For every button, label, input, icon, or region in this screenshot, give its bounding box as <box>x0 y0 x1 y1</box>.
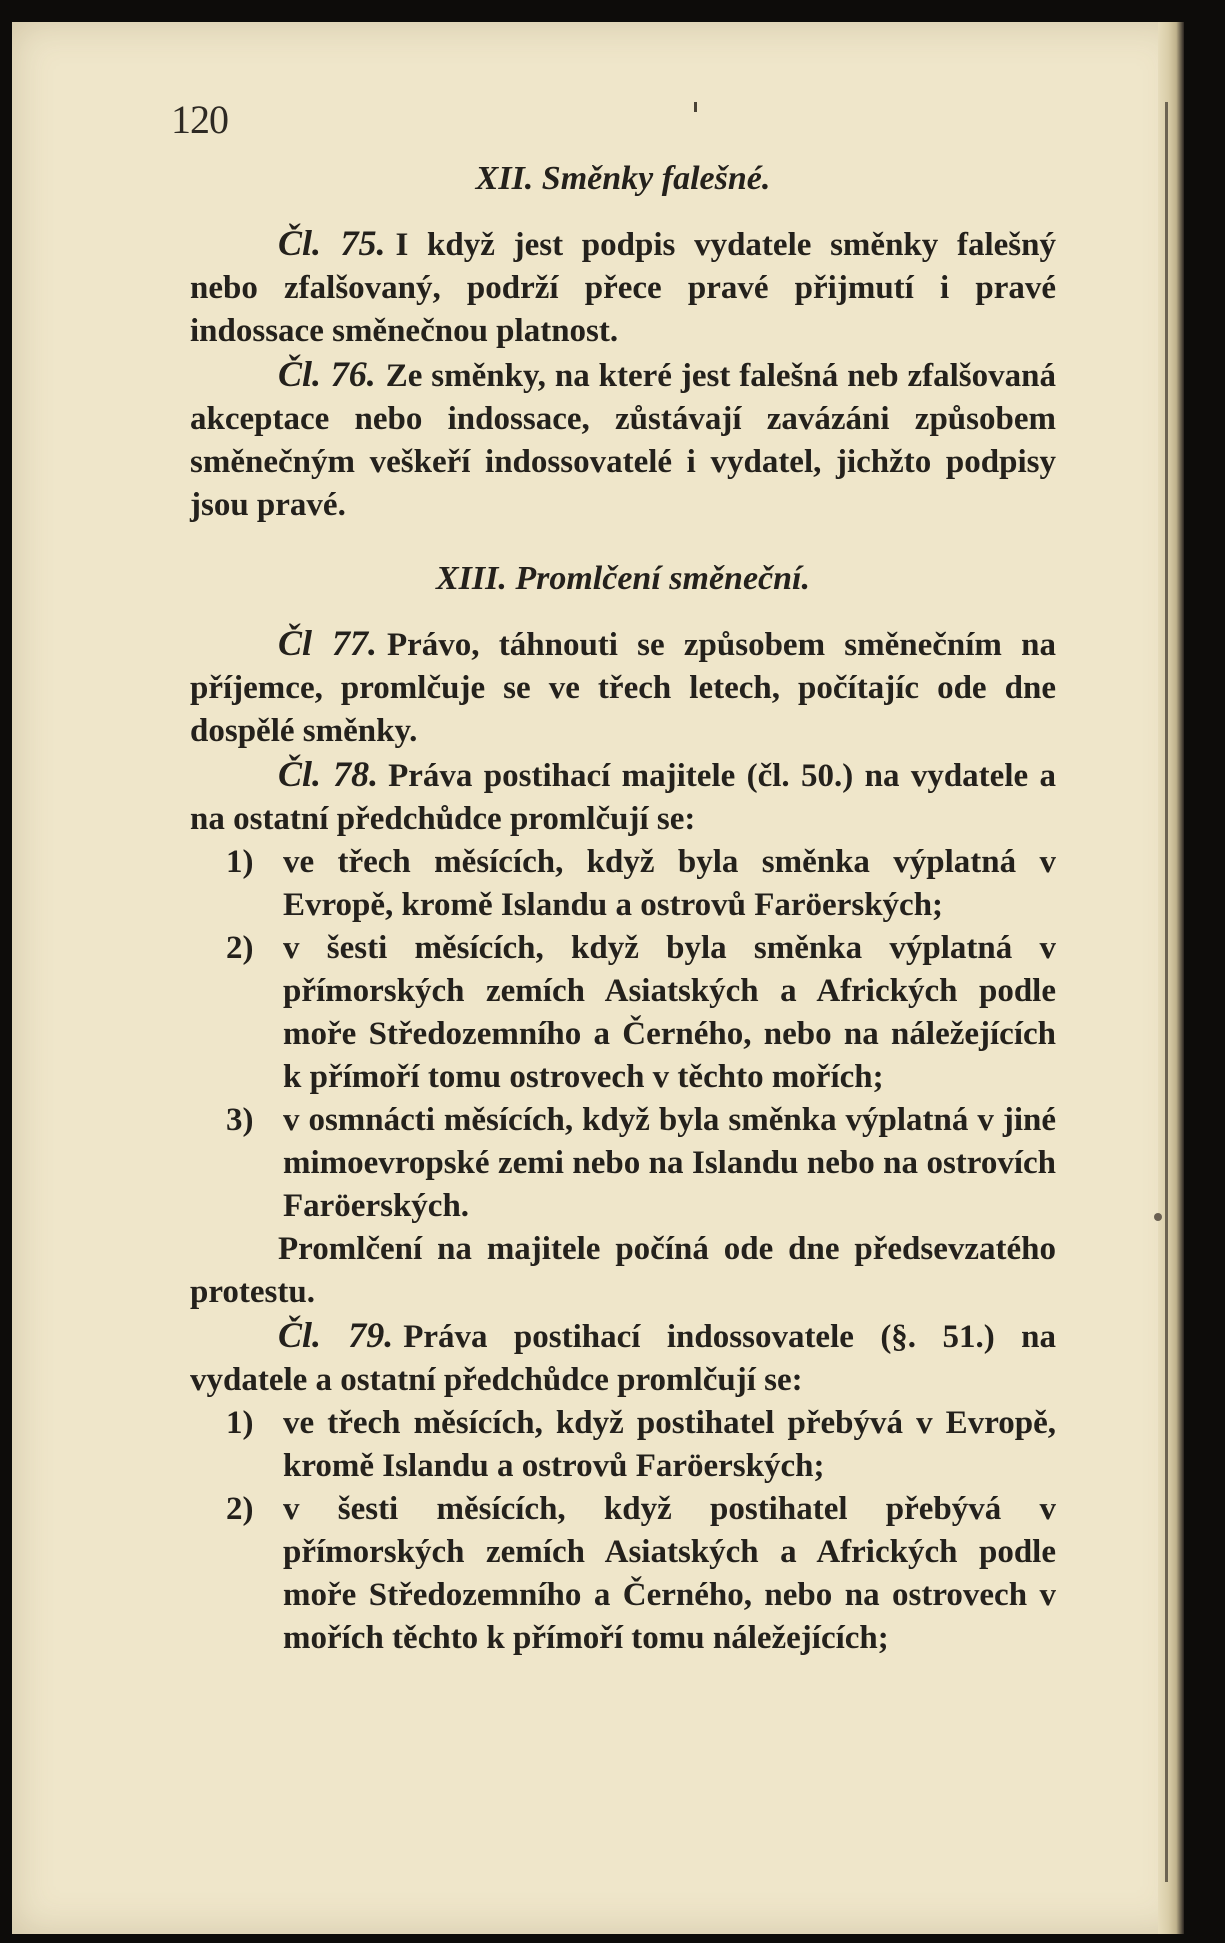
article-78-closing: Promlčení na majitele počíná ode dne předsevzatého protestu. <box>190 1231 1056 1310</box>
item-text: v šesti měsících, když byla směnka výplatná v přímorských zemích Asiatských a Afrických podle moře Středozemního a Černého, nebo na náležejících k přímoří tomu ostrovech v těchto mořích; <box>283 930 1056 1095</box>
list-item <box>190 927 1056 1099</box>
item-number: 3) <box>226 1102 254 1138</box>
article-label: Čl. 75. <box>278 223 386 263</box>
article-text: Práva postihací majitele (čl. 50.) na vydatele a na ostatní předchůdce promlčují se: <box>190 758 1056 837</box>
item-text: ve třech měsících, když postihatel přebývá v Evropě, kromě Islandu a ostrovů Faröerských; <box>283 1405 1056 1484</box>
item-number: 1) <box>226 844 254 880</box>
section-xiii-body <box>190 622 1056 1660</box>
item-number: 1) <box>226 1405 254 1441</box>
item-number: 2) <box>226 1491 254 1527</box>
list-item <box>190 841 1056 927</box>
item-text: v šesti měsících, když postihatel přebývá v přímorských zemích Asiatských a Afrických podle moře Středozemního a Černého, nebo na ostrovech v mořích těchto k přímoří tomu náležejících; <box>283 1491 1056 1656</box>
article-text: I když jest podpis vydatele směnky falešný nebo zfalšovaný, podrží přece pravé přijmutí i pravé indossace směnečnou platnost. <box>190 227 1056 349</box>
print-mark <box>694 102 697 112</box>
article-text: Ze směnky, na které jest falešná neb zfalšovaná akceptace nebo indossace, zůstávají zavázáni způsobem směnečným veškeří indossovatelé i vydatel, jichžto podpisy jsou pravé. <box>190 358 1056 523</box>
article-text: Práva postihací indossovatele (§. 51.) na vydatele a ostatní předchůdce promlčují se: <box>190 1319 1057 1398</box>
article-76 <box>190 353 1056 527</box>
article-label: Čl 77. <box>278 623 377 663</box>
page-number: 120 <box>171 97 228 142</box>
page-gutter-shadow <box>1158 22 1184 1934</box>
article-text: Právo, táhnouti se způsobem směnečním na příjemce, promlčuje se ve třech letech, počítajíc ode dne dospělé směnky. <box>190 627 1056 749</box>
article-label: Čl. 76. <box>278 354 376 394</box>
article-77 <box>190 622 1056 753</box>
article-label: Čl. 79. <box>278 1315 394 1355</box>
article-75 <box>190 222 1056 353</box>
list-item <box>190 1099 1056 1228</box>
article-label: Čl. 78. <box>278 754 379 794</box>
article-78 <box>190 753 1056 841</box>
list-item <box>190 1488 1056 1660</box>
article-79 <box>190 1314 1056 1402</box>
page-edge-line <box>1165 102 1168 1882</box>
section-heading-xii: XII. Směnky falešné. <box>475 160 771 197</box>
item-text: v osmnácti měsících, když byla směnka výplatná v jiné mimoevropské zemi nebo na Islandu nebo na ostrovích Faröerských. <box>283 1102 1056 1224</box>
item-text: ve třech měsících, když byla směnka výplatná v Evropě, kromě Islandu a ostrovů Faröerských; <box>283 844 1056 923</box>
list-item <box>190 1402 1056 1488</box>
item-number: 2) <box>226 930 254 966</box>
section-xii-body <box>190 222 1056 527</box>
margin-dot <box>1154 1213 1162 1221</box>
section-heading-xiii: XIII. Promlčení směneční. <box>435 560 811 597</box>
